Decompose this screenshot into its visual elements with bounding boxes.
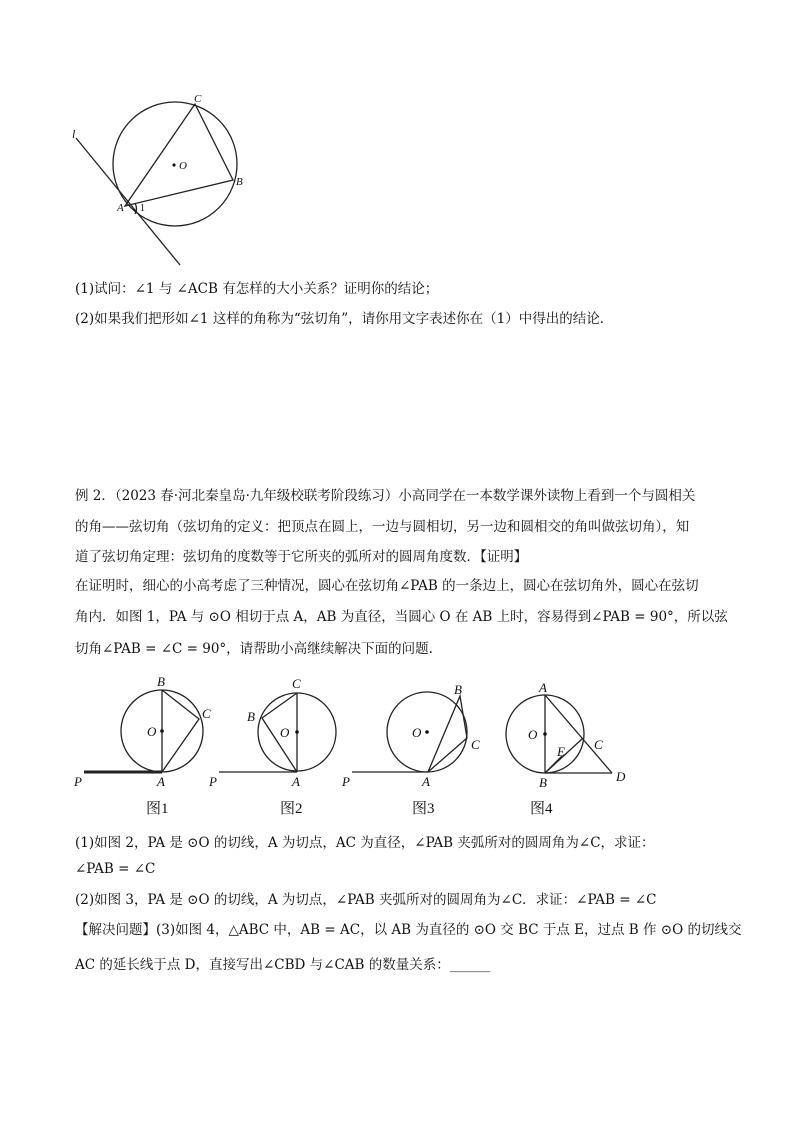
example2-line4: 在证明时，细心的小高考虑了三种情况，圆心在弦切角∠PAB 的一条边上，圆心在弦切角外，圆心在弦切 <box>75 578 699 594</box>
label-o: O <box>179 160 187 172</box>
angle-1-arc <box>135 203 137 214</box>
fig2-label-p: P <box>209 774 217 789</box>
fig1-caption: 图1 <box>146 801 169 817</box>
fig4-label-d: D <box>616 769 626 784</box>
fig4-label-c: C <box>594 737 603 752</box>
example2-line5: 角内．如图 1，PA 与 ⊙O 相切于点 A，AB 为直径，当圆心 O 在 AB 上时，容易得到∠PAB = 90°，所以弦 <box>75 609 728 625</box>
label-l: l <box>72 127 76 141</box>
fig4-label-a: A <box>539 680 547 695</box>
part2-question: (2)如果我们把形如∠1 这样的角称为“弦切角”，请你用文字表述你在（1）中得出的结论． <box>75 311 614 327</box>
fig1-label-o: O <box>147 724 157 739</box>
figure-2 <box>205 672 335 820</box>
figure-tangent-chord <box>60 90 270 270</box>
label-a: A <box>117 202 124 214</box>
q2-line: (2)如图 3，PA 是 ⊙O 的切线，A 为切点，∠PAB 夹弧所对的圆周角为∠C．求证：∠PAB = ∠C <box>75 892 657 908</box>
example2-line2: 的角——弦切角（弦切角的定义：把顶点在圆上，一边与圆相切，另一边和圆相交的角叫做弦切角），知 <box>75 519 690 535</box>
fig2-label-o: O <box>280 725 290 740</box>
fig1-label-c: C <box>202 706 211 721</box>
label-c: C <box>194 93 202 105</box>
example2-line6: 切角∠PAB = ∠C = 90°，请帮助小高继续解决下面的问题. <box>75 641 433 657</box>
q1-line2: ∠PAB = ∠C <box>75 861 156 877</box>
example2-line1: 例 2．（2023 春·河北秦皇岛·九年级校联考阶段练习）小高同学在一本数学课外读物上看到一个与圆相关 <box>75 488 696 504</box>
fig2-caption: 图2 <box>280 801 303 817</box>
fig2-label-b: B <box>247 709 255 724</box>
q3-line1: 【解决问题】(3)如图 4，△ABC 中，AB = AC，以 AB 为直径的 ⊙O 交 BC 于点 E，过点 B 作 ⊙O 的切线交 <box>75 922 742 938</box>
fig3-label-p: P <box>342 774 350 789</box>
label-b: B <box>236 176 243 188</box>
fig3-label-b: B <box>454 682 462 697</box>
fig1-label-p: P <box>74 774 82 789</box>
fig2-label-c: C <box>292 676 301 691</box>
triangle-acb <box>125 104 233 206</box>
fig4-label-b: B <box>539 775 547 790</box>
q1-line1: (1)如图 2，PA 是 ⊙O 的切线，A 为切点，AC 为直径，∠PAB 夹弧所对的圆周角为∠C，求证： <box>75 835 655 851</box>
center-dot <box>172 163 175 166</box>
fig4-label-o: O <box>528 727 538 742</box>
figure-3 <box>340 672 500 820</box>
fig3-label-c: C <box>471 737 480 752</box>
q3-line2: AC 的延长线于点 D，直接写出∠CBD 与∠CAB 的数量关系：______ <box>75 957 491 973</box>
fig4-caption: 图4 <box>530 801 553 817</box>
fig3-label-a: A <box>422 774 430 789</box>
figure-1 <box>70 672 220 820</box>
example2-line3: 道了弦切角定理：弦切角的度数等于它所夹的弧所对的圆周角度数．【证明】 <box>75 549 528 565</box>
figure-4 <box>490 672 640 820</box>
label-angle-1: 1 <box>140 203 145 214</box>
fig3-label-o: O <box>412 725 422 740</box>
part1-question: (1)试问：∠1 与 ∠ACB 有怎样的大小关系？证明你的结论； <box>75 281 439 297</box>
fig2-label-a: A <box>292 774 300 789</box>
fig3-caption: 图3 <box>412 801 435 817</box>
fig1-label-b: B <box>157 674 165 689</box>
fig1-label-a: A <box>157 774 165 789</box>
fig4-label-e: E <box>557 744 565 759</box>
